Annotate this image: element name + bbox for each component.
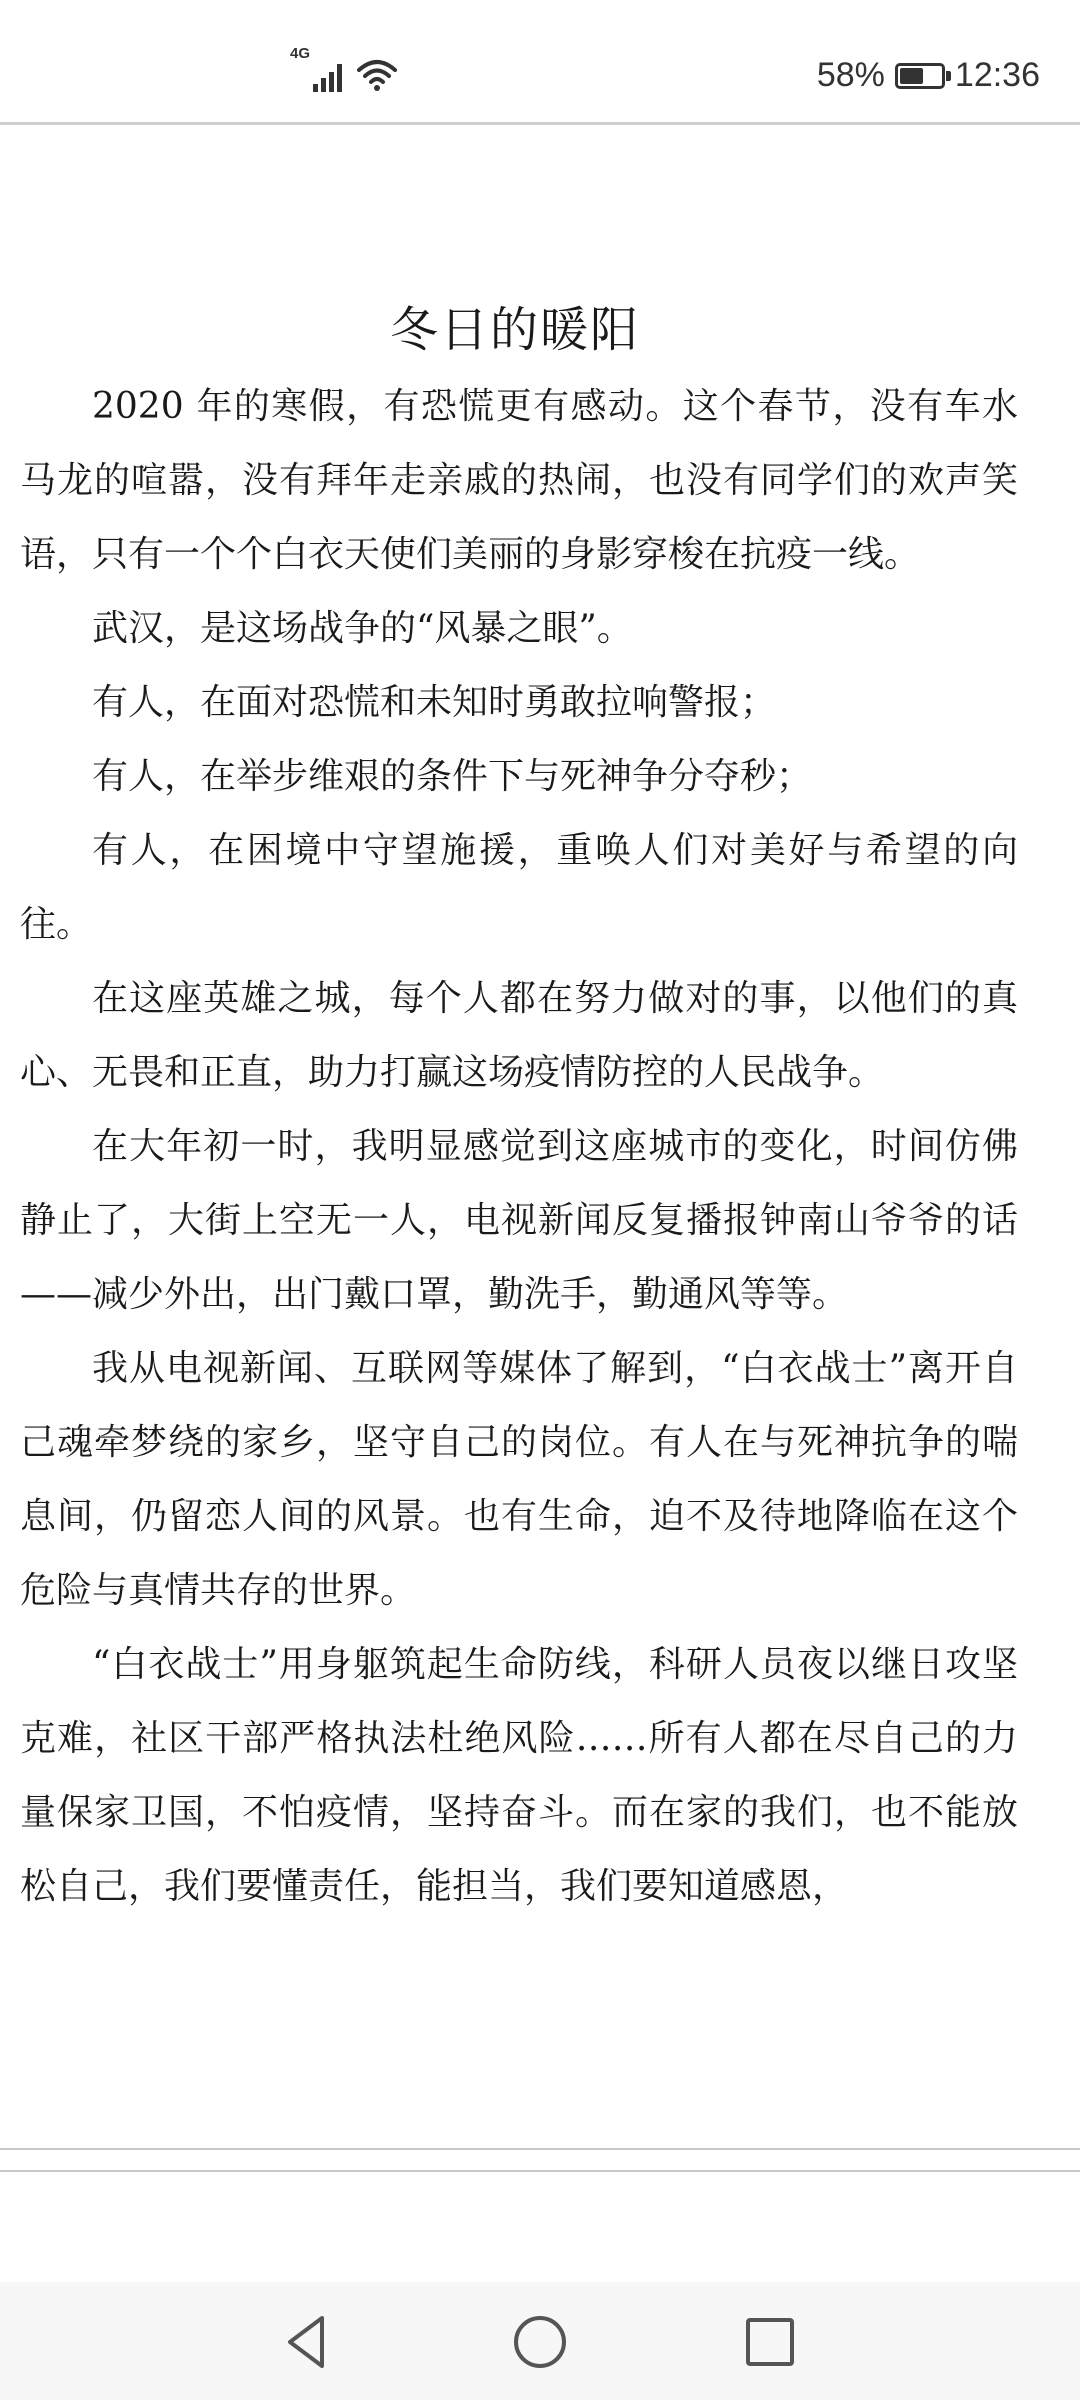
- signal-icon: [312, 60, 348, 92]
- battery-percentage: 58%: [816, 56, 885, 94]
- back-button[interactable]: [268, 2302, 348, 2382]
- status-right: [817, 56, 1040, 95]
- navigation-bar: [0, 2282, 1080, 2400]
- document-paragraph: 在这座英雄之城，每个人都在努力做对的事，以他们的真心、无畏和正直，助力打赢这场疫情防控的人民战争。: [20, 978, 1018, 1093]
- recents-button[interactable]: [730, 2302, 810, 2382]
- status-bar: [0, 0, 1080, 122]
- home-button[interactable]: [500, 2302, 580, 2382]
- document-paragraph: 武汉，是这场战争的“风暴之眼”。: [92, 608, 633, 649]
- battery-icon: [895, 63, 945, 89]
- document-page[interactable]: [0, 125, 1080, 2148]
- network-type-label: 4G: [290, 45, 311, 62]
- document-paragraph: 在大年初一时，我明显感觉到这座城市的变化，时间仿佛静止了，大街上空无一人，电视新闻反复播报钟南山爷爷的话——减少外出，出门戴口罩，勤洗手，勤通风等等。: [20, 1126, 1018, 1315]
- clock: 12:36: [954, 56, 1040, 94]
- status-left: [290, 45, 398, 92]
- document-body: [20, 370, 1018, 1924]
- wifi-icon: [356, 58, 398, 92]
- document-title: 冬日的暖阳: [389, 302, 640, 358]
- document-paragraph: 有人，在举步维艰的条件下与死神争分夺秒；: [92, 756, 813, 797]
- page-divider-top: [0, 2148, 1080, 2150]
- battery-fill: [900, 68, 923, 84]
- document-paragraph: “白衣战士”用身躯筑起生命防线，科研人员夜以继日攻坚克难，社区干部严格执法杜绝风险……所有人都在尽自己的力量保家卫国，不怕疫情，坚持奋斗。而在家的我们，也不能放松自己，我们要懂责任，能担当，我们要知道感恩，: [20, 1644, 1018, 1907]
- document-paragraph: 有人，在面对恐慌和未知时勇敢拉响警报；: [92, 682, 777, 723]
- back-icon: [278, 2312, 338, 2372]
- document-paragraph: 2020 年的寒假，有恐慌更有感动。这个春节，没有车水马龙的喧嚣，没有拜年走亲戚的热闹，也没有同学们的欢声笑语，只有一个个白衣天使们美丽的身影穿梭在抗疫一线。: [20, 386, 1018, 575]
- recents-icon: [740, 2312, 800, 2372]
- home-icon: [510, 2312, 570, 2372]
- document-paragraph: 我从电视新闻、互联网等媒体了解到，“白衣战士”离开自己魂牵梦绕的家乡，坚守自己的岗位。有人在与死神抗争的喘息间，仍留恋人间的风景。也有生命，迫不及待地降临在这个危险与真情共存的世界。: [20, 1348, 1018, 1611]
- page-divider-bottom: [0, 2170, 1080, 2172]
- document-paragraph: 有人，在困境中守望施援，重唤人们对美好与希望的向往。: [20, 830, 1018, 945]
